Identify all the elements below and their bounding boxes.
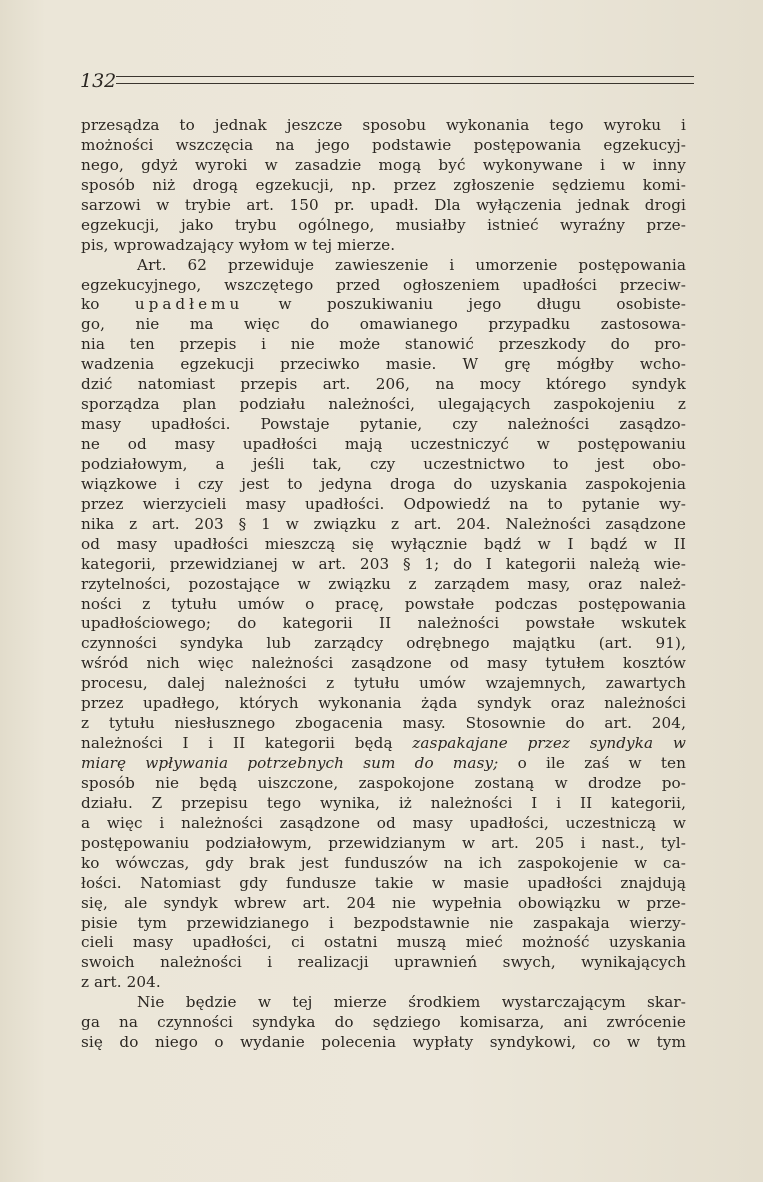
text-line xyxy=(81,136,686,156)
text-run: z tytułu niesłusznego zbogacenia masy. Stosownie do art. 204, xyxy=(81,714,686,733)
text-run: masy upadłości. Powstaje pytanie, czy należności zasądzo- xyxy=(81,415,686,434)
paragraph xyxy=(81,993,686,1053)
spaced-text: upadłemu xyxy=(134,295,244,314)
text-run: należności I i II kategorii będą xyxy=(81,734,413,753)
text-line xyxy=(81,575,686,595)
text-line xyxy=(81,714,686,734)
text-line xyxy=(81,156,686,176)
body-text xyxy=(81,116,686,1053)
text-line xyxy=(81,854,686,874)
text-line xyxy=(81,495,686,515)
text-line xyxy=(81,973,686,993)
text-line xyxy=(81,236,686,256)
text-run: o ile zaś w ten xyxy=(498,754,686,772)
text-line xyxy=(81,535,686,555)
text-run: się, ale syndyk wbrew art. 204 nie wypełnia obowiązku w prze- xyxy=(81,893,686,912)
text-run: w poszukiwaniu jego długu osobiste- xyxy=(243,295,686,314)
text-line xyxy=(81,276,686,296)
text-line xyxy=(81,874,686,894)
text-line xyxy=(81,774,686,794)
text-line xyxy=(81,634,686,654)
text-run: postępowaniu podziałowym, przewidzianym w art. 205 i nast., tyl- xyxy=(81,833,686,852)
text-run: podziałowym, a jeśli tak, czy uczestnictwo to jest obo- xyxy=(81,454,686,473)
text-line xyxy=(81,834,686,854)
italic-text: zaspakajane przez syndyka w xyxy=(412,734,686,753)
text-run: sposób nie będą uiszczone, zaspokojone zostaną w drodze po- xyxy=(81,773,686,792)
text-run: dzić natomiast przepis art. 206, na mocy którego syndyk xyxy=(81,375,686,394)
text-line xyxy=(81,475,686,495)
text-line xyxy=(81,515,686,535)
text-run: nia ten przepis i nie może stanowić przeszkody do pro- xyxy=(81,335,686,354)
text-run: kategorii, przewidzianej w art. 203 § 1; do I kategorii należą wie- xyxy=(81,554,686,573)
page-header xyxy=(80,68,694,94)
text-run: przesądza to jednak jeszcze sposobu wykonania tego wyroku i xyxy=(81,116,686,134)
text-run: łości. Natomiast gdy fundusze takie w masie upadłości znajdują xyxy=(81,873,686,892)
text-run: nika z art. 203 § 1 w związku z art. 204. Należności zasądzone xyxy=(81,514,686,533)
italic-text: miarę wpływania potrzebnych sum do masy; xyxy=(81,754,499,772)
text-line xyxy=(81,933,686,953)
text-run: egzekucji, jako trybu ogólnego, musiałby istnieć wyraźny prze- xyxy=(81,215,686,234)
text-line xyxy=(81,754,686,774)
text-run: upadłościowego; do kategorii II należności powstałe wskutek xyxy=(81,614,686,633)
text-line xyxy=(81,116,686,136)
text-run: przez upadłego, których wykonania żąda syndyk oraz należności xyxy=(81,694,686,713)
text-line xyxy=(81,1013,686,1033)
text-run: ko xyxy=(81,295,135,314)
text-run: pis, wprowadzający wyłom w tej mierze. xyxy=(81,235,396,254)
text-line xyxy=(81,455,686,475)
text-run: ności z tytułu umów o pracę, powstałe podczas postępowania xyxy=(81,594,686,613)
text-line xyxy=(81,395,686,415)
text-line xyxy=(81,914,686,934)
text-run: czynności syndyka lub zarządcy odrębnego majątku (art. 91), xyxy=(81,634,686,653)
text-line xyxy=(81,993,686,1013)
text-line xyxy=(81,216,686,236)
text-line xyxy=(81,295,686,315)
text-line xyxy=(81,814,686,834)
paragraph xyxy=(81,256,686,994)
text-run: procesu, dalej należności z tytułu umów wzajemnych, zawartych xyxy=(81,674,686,693)
text-run: go, nie ma więc do omawianego przypadku zastosowa- xyxy=(81,315,686,334)
text-line xyxy=(81,595,686,615)
text-run: ne od masy upadłości mają uczestniczyć w postępowaniu xyxy=(81,435,686,453)
text-run: pisie tym przewidzianego i bezpodstawnie nie zaspakaja wierzy- xyxy=(81,913,686,932)
text-line xyxy=(81,256,686,276)
text-line xyxy=(81,614,686,634)
text-run: działu. Z przepisu tego wynika, iż należności I i II kategorii, xyxy=(81,793,686,812)
text-run: sporządza plan podziału należności, ulegających zaspokojeniu z xyxy=(81,395,686,414)
text-run: Nie będzie w tej mierze środkiem wystarczającym skar- xyxy=(137,993,686,1012)
text-run: cieli masy upadłości, ci ostatni muszą mieć możność uzyskania xyxy=(81,933,686,952)
header-double-rule xyxy=(116,76,694,84)
text-line xyxy=(81,674,686,694)
text-line xyxy=(81,375,686,395)
text-line xyxy=(81,176,686,196)
text-run: wśród nich więc należności zasądzone od masy tytułem kosztów xyxy=(81,654,686,673)
text-run: wadzenia egzekucji przeciwko masie. W grę mógłby wcho- xyxy=(81,355,686,374)
text-run: a więc i należności zasądzone od masy upadłości, uczestniczą w xyxy=(81,813,686,832)
text-run: swoich należności i realizacji uprawnień swych, wynikających xyxy=(81,953,686,972)
text-run: wiązkowe i czy jest to jedyna droga do uzyskania zaspokojenia xyxy=(81,474,686,493)
text-line xyxy=(81,415,686,435)
page-number: 132 xyxy=(80,70,117,92)
paragraph xyxy=(81,116,686,256)
text-run: egzekucyjnego, wszczętego przed ogłoszeniem upadłości przeciw- xyxy=(81,275,686,294)
text-run: od masy upadłości mieszczą się wyłącznie bądź w I bądź w II xyxy=(81,534,686,553)
text-run: się do niego o wydanie polecenia wypłaty syndykowi, co w tym xyxy=(81,1033,686,1052)
text-run: nego, gdyż wyroki w zasadzie mogą być wykonywane i w inny xyxy=(81,155,686,174)
text-line xyxy=(81,1033,686,1053)
text-line xyxy=(81,335,686,355)
text-line xyxy=(81,694,686,714)
text-run: sposób niż drogą egzekucji, np. przez zgłoszenie sędziemu komi- xyxy=(81,175,686,194)
text-line xyxy=(81,435,686,455)
text-line xyxy=(81,555,686,575)
text-line xyxy=(81,894,686,914)
text-line xyxy=(81,654,686,674)
text-line xyxy=(81,794,686,814)
text-run: sarzowi w trybie art. 150 pr. upadł. Dla wyłączenia jednak drogi xyxy=(81,195,686,214)
text-line xyxy=(81,734,686,754)
text-run: Art. 62 przewiduje zawieszenie i umorzenie postępowania xyxy=(137,255,686,274)
text-run: przez wierzycieli masy upadłości. Odpowiedź na to pytanie wy- xyxy=(81,494,686,513)
text-line xyxy=(81,196,686,216)
text-run: rzytelności, pozostające w związku z zarządem masy, oraz należ- xyxy=(81,574,686,593)
text-line xyxy=(81,315,686,335)
text-run: z art. 204. xyxy=(81,973,161,992)
text-run: możności wszczęcia na jego podstawie postępowania egzekucyj- xyxy=(81,135,686,154)
text-line xyxy=(81,953,686,973)
text-run: ko wówczas, gdy brak jest funduszów na ich zaspokojenie w ca- xyxy=(81,853,686,872)
text-line xyxy=(81,355,686,375)
text-run: ga na czynności syndyka do sędziego komisarza, ani zwrócenie xyxy=(81,1013,686,1032)
